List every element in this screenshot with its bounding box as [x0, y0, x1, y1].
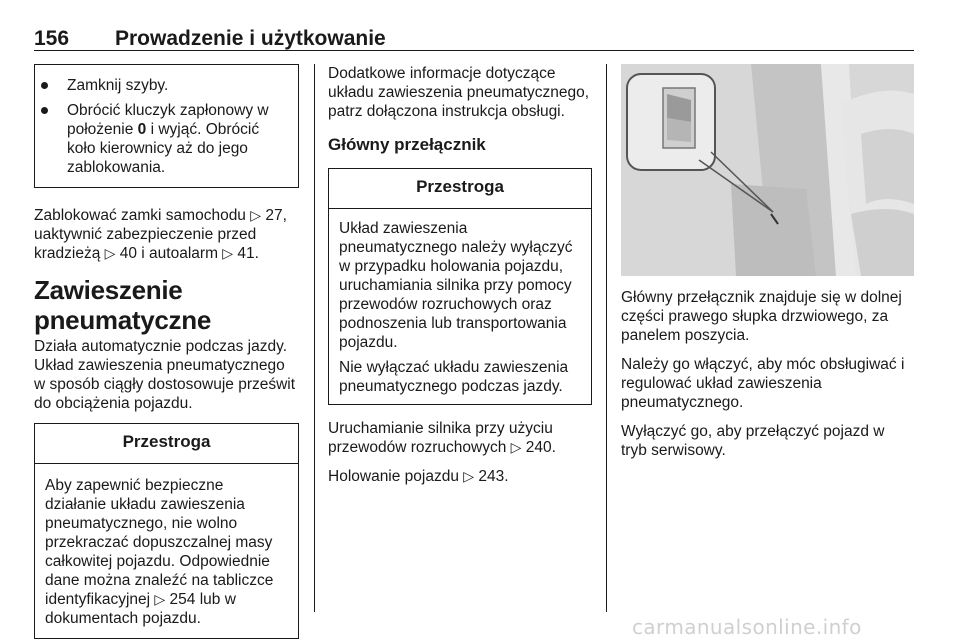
page-header [34, 0, 914, 51]
caution-title: Przestroga [329, 169, 591, 209]
ref-arrow-icon: ▷ [250, 207, 262, 223]
ref-arrow-icon: ▷ [104, 245, 116, 261]
page-ref-link[interactable]: 40 [119, 245, 137, 262]
watermark: carmanualsonline.info [632, 615, 862, 639]
caution-box [34, 423, 299, 639]
caution-box [328, 168, 592, 405]
list-item: Zamknij szyby. [35, 76, 290, 95]
towing-paragraph: Holowanie pojazdu ▷ 243. [328, 468, 509, 485]
caution-text: Aby zapewnić bezpieczne działanie układu zawieszenia pneumatycznego, nie wolno przekraczać dopuszczalnej masy całkowitej pojazdu. Odpowiednie dane można znaleźć na tabliczce identyfikacyjnej ▷ 254 lub w dokumentach pojazdu. [45, 477, 274, 627]
column-2 [328, 64, 592, 496]
lock-paragraph: Zablokować zamki samochodu ▷ 27, uaktywnić zabezpieczenie przed kradzieżą ▷ 40 i autoalarm ▷ 41. [34, 207, 287, 262]
jump-start-paragraph: Uruchamianie silnika przy użyciu przewodów rozruchowych ▷ 240. [328, 420, 556, 456]
page-ref-link[interactable]: 240 [525, 439, 552, 456]
page-ref-link[interactable]: 41 [237, 245, 255, 262]
ref-arrow-icon: ▷ [510, 439, 522, 455]
instruction-list [35, 76, 290, 177]
caution-title: Przestroga [35, 424, 298, 464]
page-ref-link[interactable]: 254 [169, 591, 196, 608]
column-divider [606, 64, 607, 612]
column-divider [314, 64, 315, 612]
list-item: Obrócić kluczyk zapłonowy w położenie 0 i wyjąć. Obrócić koło kierownicy aż do jego zablokowania. [35, 101, 290, 177]
ignition-position: 0 [137, 121, 147, 138]
column-1 [34, 64, 299, 639]
page-title: Prowadzenie i użytkowanie [115, 27, 386, 50]
page-ref-link[interactable]: 27 [265, 207, 283, 224]
page-ref-link[interactable]: 243 [478, 468, 505, 485]
caution-text: Nie wyłączać układu zawieszenia pneumatycznego podczas jazdy. [339, 359, 569, 395]
ref-arrow-icon: ▷ [222, 245, 234, 261]
subsection-title: Główny przełącznik [328, 135, 486, 154]
intro-paragraph: Dodatkowe informacje dotyczące układu zawieszenia pneumatycznego, patrz dołączona instrukcja obsługi. [328, 65, 590, 120]
ref-arrow-icon: ▷ [154, 591, 166, 607]
section-text: Działa automatycznie podczas jazdy. Układ zawieszenia pneumatycznego w sposób ciągły dostosowuje prześwit do obciążenia pojazdu. [34, 338, 296, 412]
description-paragraph: Główny przełącznik znajduje się w dolnej części prawego słupka drzwiowego, za panelem poszycia. [621, 289, 902, 344]
switch-illustration [621, 64, 914, 276]
page-number: 156 [34, 27, 70, 50]
section-title: Zawieszenie pneumatyczne [34, 275, 212, 335]
description-paragraph: Należy go włączyć, aby móc obsługiwać i regulować układ zawieszenia pneumatycznego. [621, 356, 905, 411]
switch-location-image [621, 64, 914, 276]
bullet-list-box [34, 64, 299, 188]
description-paragraph: Wyłączyć go, aby przełączyć pojazd w tryb serwisowy. [621, 423, 885, 459]
column-3 [621, 64, 914, 470]
caution-text: Układ zawieszenia pneumatycznego należy wyłączyć w przypadku holowania pojazdu, uruchamiania silnika przy pomocy przewodów rozruchowych oraz podnoszenia lub transportowania pojazdu. [339, 220, 573, 351]
ref-arrow-icon: ▷ [463, 468, 475, 484]
